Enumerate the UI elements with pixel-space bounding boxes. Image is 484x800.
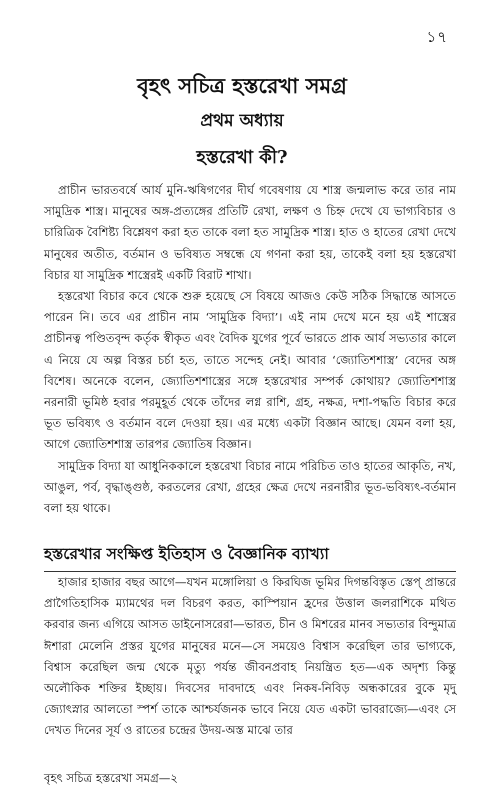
intro-text-block bbox=[44, 180, 456, 519]
page-number: ১৭ bbox=[426, 28, 448, 46]
history-text-block bbox=[44, 572, 456, 742]
page-footer: বৃহৎ সচিত্র হস্তরেখা সমগ্র—২ bbox=[44, 771, 178, 785]
history-section-heading: হস্তরেখার সংক্ষিপ্ত ইতিহাস ও বৈজ্ঞানিক ব্যাখ্যা bbox=[44, 542, 456, 572]
chapter-heading: প্রথম অধ্যায় bbox=[200, 111, 284, 131]
book-title: বৃহৎ সচিত্র হস্তরেখা সমগ্র bbox=[137, 73, 347, 98]
paragraph-1: প্রাচীন ভারতবর্ষে আর্য মুনি-ঋষিগণের দীর্ঘ গবেষণায় যে শাস্ত্র জন্মলাভ করে তার নাম সামুদ্রিক শাস্ত্র। মানুষের অঙ্গ-প্রত্যঙ্গের প্রতিটি রেখা, লক্ষণ ও চিহ্ন দেখে যে ভাগ্যবিচার ও চারিত্রিক বৈশিষ্ট্য বিশ্লেষণ করা হত তাকে বলা হত সামুদ্রিক শাস্ত্র। হাত ও হাতের রেখা দেখে মানুষের অতীত, বর্তমান ও ভবিষ্যত সম্বন্ধে যে গণনা করা হয়, তাকেই বলা হয় হস্তরেখা বিচার যা সামুদ্রিক শাস্ত্রেরই একটি বিরাট শাখা। bbox=[44, 183, 456, 282]
paragraph-2: হস্তরেখা বিচার কবে থেকে শুরু হয়েছে সে বিষয়ে আজও কেউ সঠিক সিদ্ধান্তে আসতে পারেন নি। তবে এর প্রাচীন নাম ‘সামুদ্রিক বিদ্যা’। এই নাম দেখে মনে হয় এই শাস্ত্রের প্রাচীনত্ব পণ্ডিতবৃন্দ কর্তৃক স্বীকৃত এবং বৈদিক যুগের পূর্বে ভারতে প্রাক আর্য সভ্যতার কালে এ নিয়ে যে অল্প বিস্তর চর্চা হত, তাতে সন্দেহ নেই। আবার ‘জ্যোতিশশাস্ত্র’ বেদের অঙ্গ বিশেষ। অনেকে বলেন, জ্যোতিশশাস্ত্রের সঙ্গে হস্তরেখার সম্পর্ক কোথায়? জ্যোতিশশাস্ত্র নরনারী ভূমিষ্ঠ হবার পরমুহূর্ত থেকে তাঁদের লগ্ন রাশি, গ্রহ, নক্ষত্র, দশা-পদ্ধতি বিচার করে ভূত ভবিষ্যৎ ও বর্তমান বলে দেওয়া হয়। এর মধ্যে একটা বিজ্ঞান আছে। যেমন বলা হয়, আগে জ্যোতিশশাস্ত্র তারপর জ্যোতিষ বিজ্ঞান। bbox=[44, 289, 456, 452]
paragraph-3: সামুদ্রিক বিদ্যা যা আধুনিককালে হস্তরেখা বিচার নামে পরিচিত তাও হাতের আকৃতি, নখ, আঙুল, পর্ব, বৃদ্ধাঙ্গুষ্ঠ, করতলের রেখা, গ্রহের ক্ষেত্র দেখে নরনারীর ভূত-ভবিষ্যৎ-বর্তমান বলা হয় থাকে। bbox=[44, 458, 456, 516]
section-question-heading: হস্তরেখা কী? bbox=[196, 147, 288, 168]
paragraph-4: হাজার হাজার বছর আগে—যখন মঙ্গোলিয়া ও কিরঘিজ ভূমির দিগন্তবিস্তৃত স্তেপ্ প্রান্তরে প্রাগৈতিহাসিক ম্যামথের দল বিচরণ করত, কাস্পিয়ান হ্রদের উত্তাল জলরাশিকে মথিত করবার জন্য এগিয়ে আসত ডাইনোসরেরা—ভারত, চীন ও মিশরের মানব সভ্যতার বিন্দুমাত্র ঈশারা মেলেনি প্রস্তর যুগের মানুষের মনে—সে সময়েও বিশ্বাস করেছিল তার ভাগ্যকে, বিশ্বাস করেছিল জন্ম থেকে মৃত্যু পর্যন্ত জীবনপ্রবাহ নিয়ন্ত্রিত হত—এক অদৃশ্য কিন্তু অলৌকিক শক্তির ইচ্ছায়। দিবসের দাবদাহে এবং নিকষ-নিবিড় অন্ধকারের বুকে মৃদু জ্যোৎস্নার আলতো স্পর্শ তাকে আশ্চর্যজনক ভাবে নিয়ে যেত একটা ভাবরাজ্যে—এবং সে দেখত দিনের সূর্য ও রাতের চন্দ্রের উদয়-অস্ত মাঝে তার bbox=[44, 575, 456, 738]
